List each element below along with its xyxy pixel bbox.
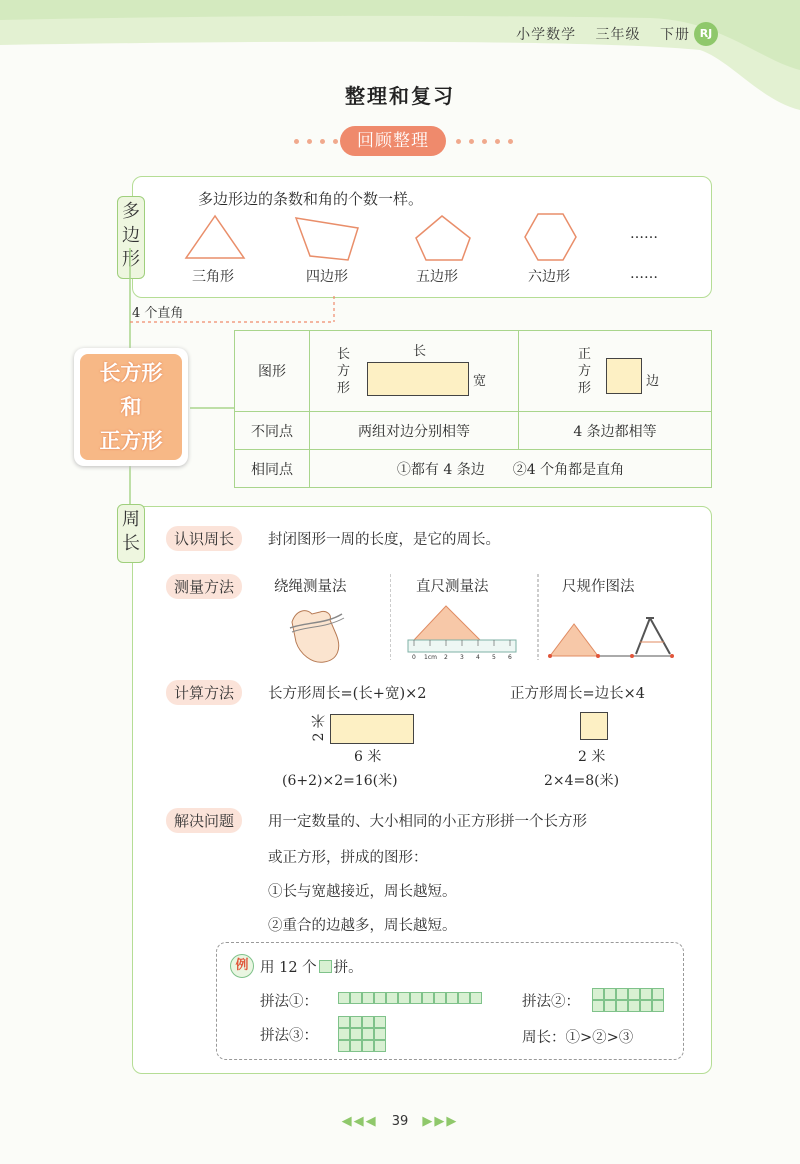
shape-label-pentagon: 五边形 — [416, 269, 458, 285]
grid-cell — [386, 992, 398, 1004]
calc-square-figure — [580, 712, 608, 740]
know-perimeter-text: 封闭图形一周的长度，是它的周长。 — [268, 532, 500, 548]
compass-triangle — [550, 624, 598, 656]
rect-right-label: 宽 — [473, 374, 487, 389]
grid-cell — [398, 992, 410, 1004]
grid-cell — [350, 1028, 362, 1040]
footer-nav — [0, 1114, 800, 1129]
publisher-badge: RJ — [694, 22, 718, 46]
shape-label-quadrilateral: 四边形 — [306, 269, 348, 285]
grid-cell — [338, 992, 350, 1004]
grid-cell — [640, 1000, 652, 1012]
square-right-label: 边 — [646, 374, 660, 389]
rect-side-label — [337, 346, 350, 397]
char: 长 — [337, 347, 351, 362]
square-figure — [606, 358, 642, 394]
rect-top-label: 长 — [413, 344, 427, 359]
solve-line: ②重合的边越多，周长越短。 — [268, 918, 457, 934]
grid-cell — [628, 1000, 640, 1012]
grid-cell — [338, 1016, 350, 1028]
rect-diff: 两组对边分别相等 — [310, 412, 519, 450]
way2-grid — [592, 988, 664, 1012]
grid-cell — [338, 1028, 350, 1040]
grid-cell — [434, 992, 446, 1004]
unit-square-icon — [319, 960, 332, 973]
grid-cell — [374, 1040, 386, 1052]
grid-cell — [592, 1000, 604, 1012]
ruler-tick: 2 — [444, 654, 448, 660]
char: 方 — [578, 364, 592, 379]
page-number: 39 — [391, 1114, 409, 1129]
perimeter-side-label — [117, 504, 145, 563]
ruler-tick: 5 — [492, 654, 496, 660]
example-text — [260, 956, 363, 977]
grid-cell — [640, 988, 652, 1000]
example-mark: 例 — [230, 954, 254, 978]
ruler-tick: 6 — [508, 654, 512, 660]
side-char: 多 — [122, 201, 140, 222]
ruler-tick: 0 — [412, 654, 416, 660]
hand-string-illustration — [286, 604, 350, 664]
way3-label: 拼法③： — [260, 1028, 318, 1044]
calc-square-side: 2 米 — [578, 749, 606, 765]
side-char: 长 — [122, 533, 140, 554]
example-text-post: 拼。 — [333, 960, 363, 976]
char: 正 — [578, 347, 592, 362]
method-compass: 尺规作图法 — [562, 579, 635, 595]
way1-grid — [338, 992, 482, 1004]
ellipsis-top: …… — [630, 226, 658, 242]
next-arrows-icon: ▶▶▶ — [422, 1114, 459, 1129]
rect-square-table — [234, 330, 712, 488]
side-char: 周 — [122, 509, 140, 530]
header-grade: 三年级 — [595, 27, 641, 43]
square-side-label — [578, 346, 591, 397]
calc-rect-height: 2 米 — [311, 714, 327, 742]
solve-line: ①长与宽越接近，周长越短。 — [268, 884, 457, 900]
ruler-tick: 4 — [476, 654, 480, 660]
example-text-pre: 用 12 个 — [260, 960, 317, 976]
grid-cell — [604, 1000, 616, 1012]
grid-cell — [652, 1000, 664, 1012]
grid-cell — [422, 992, 434, 1004]
way2-label: 拼法②： — [522, 994, 580, 1010]
char: 形 — [337, 381, 351, 396]
way3-grid — [338, 1016, 386, 1052]
ruler-triangle — [414, 606, 480, 640]
solve-tag: 解决问题 — [166, 808, 242, 833]
perimeter-compare: 周长：①>②>③ — [522, 1030, 634, 1046]
grid-cell — [362, 1040, 374, 1052]
grid-cell — [616, 988, 628, 1000]
calc-rect-width: 6 米 — [354, 749, 382, 765]
square-formula: 正方形周长=边长×4 — [510, 686, 646, 702]
calc-tag: 计算方法 — [166, 680, 242, 705]
grid-cell — [350, 992, 362, 1004]
know-perimeter-tag: 认识周长 — [166, 526, 242, 551]
grid-cell — [470, 992, 482, 1004]
char: 形 — [578, 381, 592, 396]
grid-cell — [362, 992, 374, 1004]
grid-cell — [374, 992, 386, 1004]
square-diff: 4 条边都相等 — [519, 412, 712, 450]
ruler-illustration — [406, 604, 518, 660]
header-volume: 下册 — [660, 27, 690, 43]
review-label: 回顾整理 — [340, 126, 446, 156]
shape-label-triangle: 三角形 — [192, 269, 234, 285]
grid-cell — [338, 1040, 350, 1052]
row-header-figure: 图形 — [235, 331, 310, 412]
side-char: 形 — [122, 249, 140, 270]
grid-cell — [410, 992, 422, 1004]
ellipsis-bottom: …… — [630, 266, 658, 282]
calc-square-result: 2×4=8(米) — [544, 773, 620, 789]
grid-cell — [592, 988, 604, 1000]
square-figure-cell — [519, 331, 712, 412]
grid-cell — [362, 1016, 374, 1028]
way1-label: 拼法①： — [260, 994, 318, 1010]
char: 方 — [337, 364, 351, 379]
badge-line: 长方形 — [99, 361, 163, 385]
grid-cell — [628, 988, 640, 1000]
grid-cell — [362, 1028, 374, 1040]
badge-line: 和 — [120, 395, 142, 419]
grid-cell — [604, 988, 616, 1000]
grid-cell — [350, 1016, 362, 1028]
solve-line: 或正方形，拼成的图形： — [268, 850, 428, 866]
shape-label-hexagon: 六边形 — [528, 269, 570, 285]
grid-cell — [652, 988, 664, 1000]
rect-square-badge — [74, 348, 188, 466]
ruler-tick: 3 — [460, 654, 464, 660]
rect-figure-cell — [310, 331, 519, 412]
grid-cell — [374, 1016, 386, 1028]
grid-cell — [616, 1000, 628, 1012]
grid-cell — [458, 992, 470, 1004]
compass-illustration — [546, 614, 682, 662]
calc-rect-result: (6+2)×2=16(米) — [282, 773, 398, 789]
header-subject: 小学数学 — [516, 27, 577, 43]
rect-figure — [367, 362, 469, 396]
grid-cell — [446, 992, 458, 1004]
right-angle-note: 4 个直角 — [132, 306, 184, 321]
same-points: ①都有 4 条边 ②4 个角都是直角 — [310, 450, 712, 488]
row-header-same: 相同点 — [235, 450, 310, 488]
polygon-statement: 多边形边的条数和角的个数一样。 — [198, 190, 424, 208]
solve-line: 用一定数量的、大小相同的小正方形拼一个长方形 — [268, 814, 587, 830]
method-string: 绕绳测量法 — [274, 579, 347, 595]
page-title: 整理和复习 — [345, 84, 455, 108]
ruler-tick: 1cm — [424, 654, 437, 660]
prev-arrows-icon: ◀◀◀ — [341, 1114, 378, 1129]
measure-tag: 测量方法 — [166, 574, 242, 599]
method-ruler: 直尺测量法 — [416, 579, 489, 595]
grid-cell — [374, 1028, 386, 1040]
rect-formula: 长方形周长=(长+宽)×2 — [268, 686, 427, 702]
calc-rect-figure — [330, 714, 414, 744]
row-header-diff: 不同点 — [235, 412, 310, 450]
side-char: 边 — [122, 225, 140, 246]
compass-icon — [636, 618, 670, 654]
grid-cell — [350, 1040, 362, 1052]
badge-line: 正方形 — [99, 429, 163, 453]
